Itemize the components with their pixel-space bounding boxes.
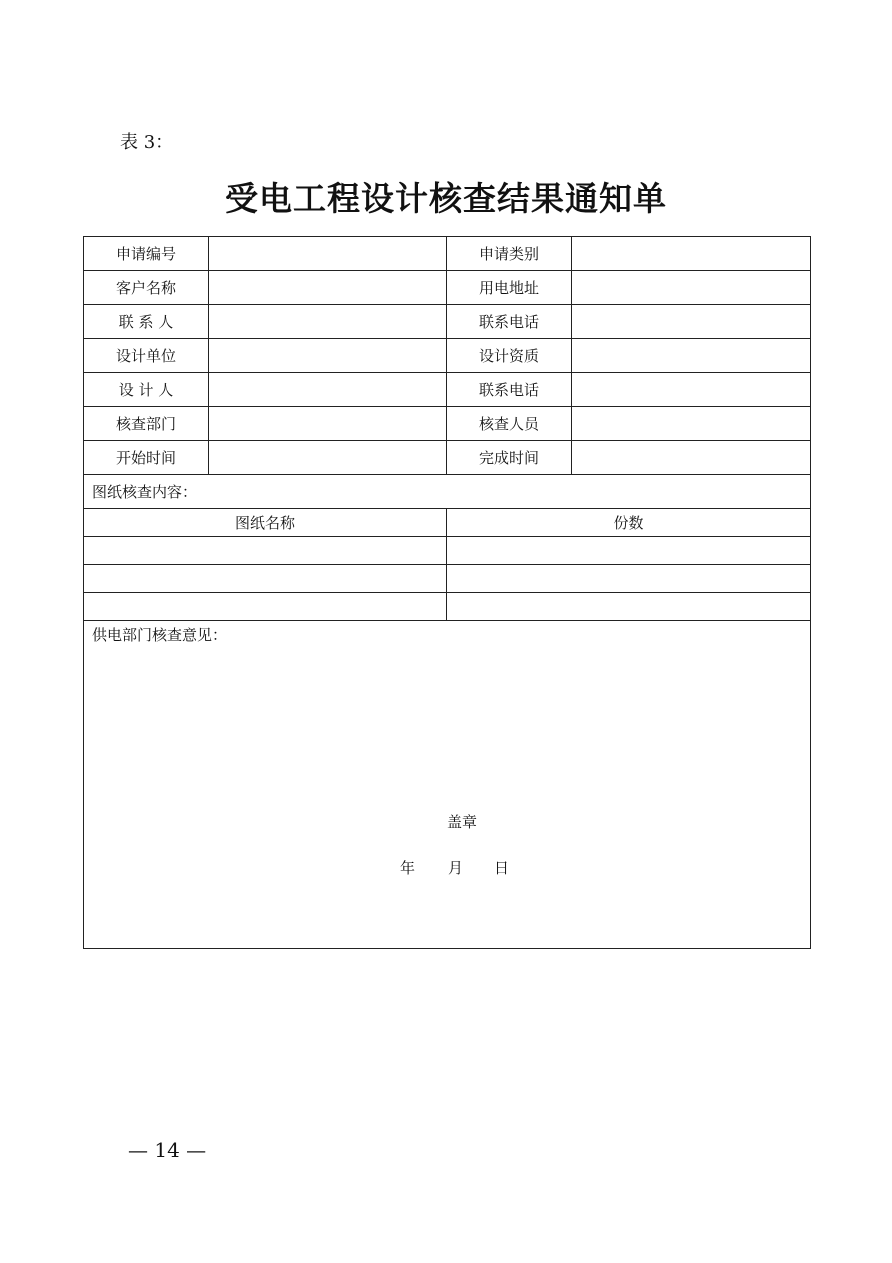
designer-field[interactable] — [209, 373, 447, 407]
form-row-inspection — [84, 407, 811, 441]
copies-field[interactable] — [447, 565, 811, 593]
start-time-field[interactable] — [209, 441, 447, 475]
inspector-label: 核查人员 — [447, 407, 572, 441]
date-line — [400, 857, 509, 878]
design-qualification-field[interactable] — [572, 339, 811, 373]
drawing-name-field[interactable] — [84, 565, 447, 593]
form-row-contact — [84, 305, 811, 339]
copies-field[interactable] — [447, 537, 811, 565]
drawing-name-header: 图纸名称 — [84, 509, 447, 537]
drawing-name-field[interactable] — [84, 593, 447, 621]
customer-name-label: 客户名称 — [84, 271, 209, 305]
seal-label: 盖章 — [446, 813, 477, 831]
application-number-label: 申请编号 — [84, 237, 209, 271]
drawing-name-field[interactable] — [84, 537, 447, 565]
designer-phone-label: 联系电话 — [447, 373, 572, 407]
start-time-label: 开始时间 — [84, 441, 209, 475]
inspection-form-table — [83, 236, 811, 949]
opinion-box[interactable] — [84, 621, 811, 949]
completion-time-label: 完成时间 — [447, 441, 572, 475]
designer-phone-field[interactable] — [572, 373, 811, 407]
table-row — [84, 537, 811, 565]
copies-field[interactable] — [447, 593, 811, 621]
designer-label: 设 计 人 — [84, 373, 209, 407]
completion-time-field[interactable] — [572, 441, 811, 475]
table-row — [84, 593, 811, 621]
form-row-customer — [84, 271, 811, 305]
application-number-field[interactable] — [209, 237, 447, 271]
contact-phone-label: 联系电话 — [447, 305, 572, 339]
month-label: 月 — [448, 859, 464, 877]
inspection-department-label: 核查部门 — [84, 407, 209, 441]
contact-phone-field[interactable] — [572, 305, 811, 339]
opinion-heading: 供电部门核查意见： — [92, 626, 228, 644]
power-address-label: 用电地址 — [447, 271, 572, 305]
year-label: 年 — [400, 859, 416, 877]
form-row-time — [84, 441, 811, 475]
copies-header: 份数 — [447, 509, 811, 537]
application-type-field[interactable] — [572, 237, 811, 271]
power-address-field[interactable] — [572, 271, 811, 305]
opinion-section-row — [84, 621, 811, 949]
drawing-review-heading: 图纸核查内容： — [84, 475, 811, 509]
contact-person-field[interactable] — [209, 305, 447, 339]
day-label: 日 — [494, 859, 510, 877]
page-number: — 14 — — [128, 1138, 207, 1162]
design-qualification-label: 设计资质 — [447, 339, 572, 373]
design-unit-field[interactable] — [209, 339, 447, 373]
table-number-label: 表 3： — [120, 132, 174, 153]
contact-person-label: 联 系 人 — [84, 305, 209, 339]
drawing-section-row — [84, 475, 811, 509]
form-row-design-unit — [84, 339, 811, 373]
form-row-designer — [84, 373, 811, 407]
table-row — [84, 565, 811, 593]
document-title: 受电工程设计核查结果通知单 — [225, 179, 667, 218]
customer-name-field[interactable] — [209, 271, 447, 305]
design-unit-label: 设计单位 — [84, 339, 209, 373]
inspector-field[interactable] — [572, 407, 811, 441]
application-type-label: 申请类别 — [447, 237, 572, 271]
drawing-header-row — [84, 509, 811, 537]
form-row-application — [84, 237, 811, 271]
inspection-department-field[interactable] — [209, 407, 447, 441]
